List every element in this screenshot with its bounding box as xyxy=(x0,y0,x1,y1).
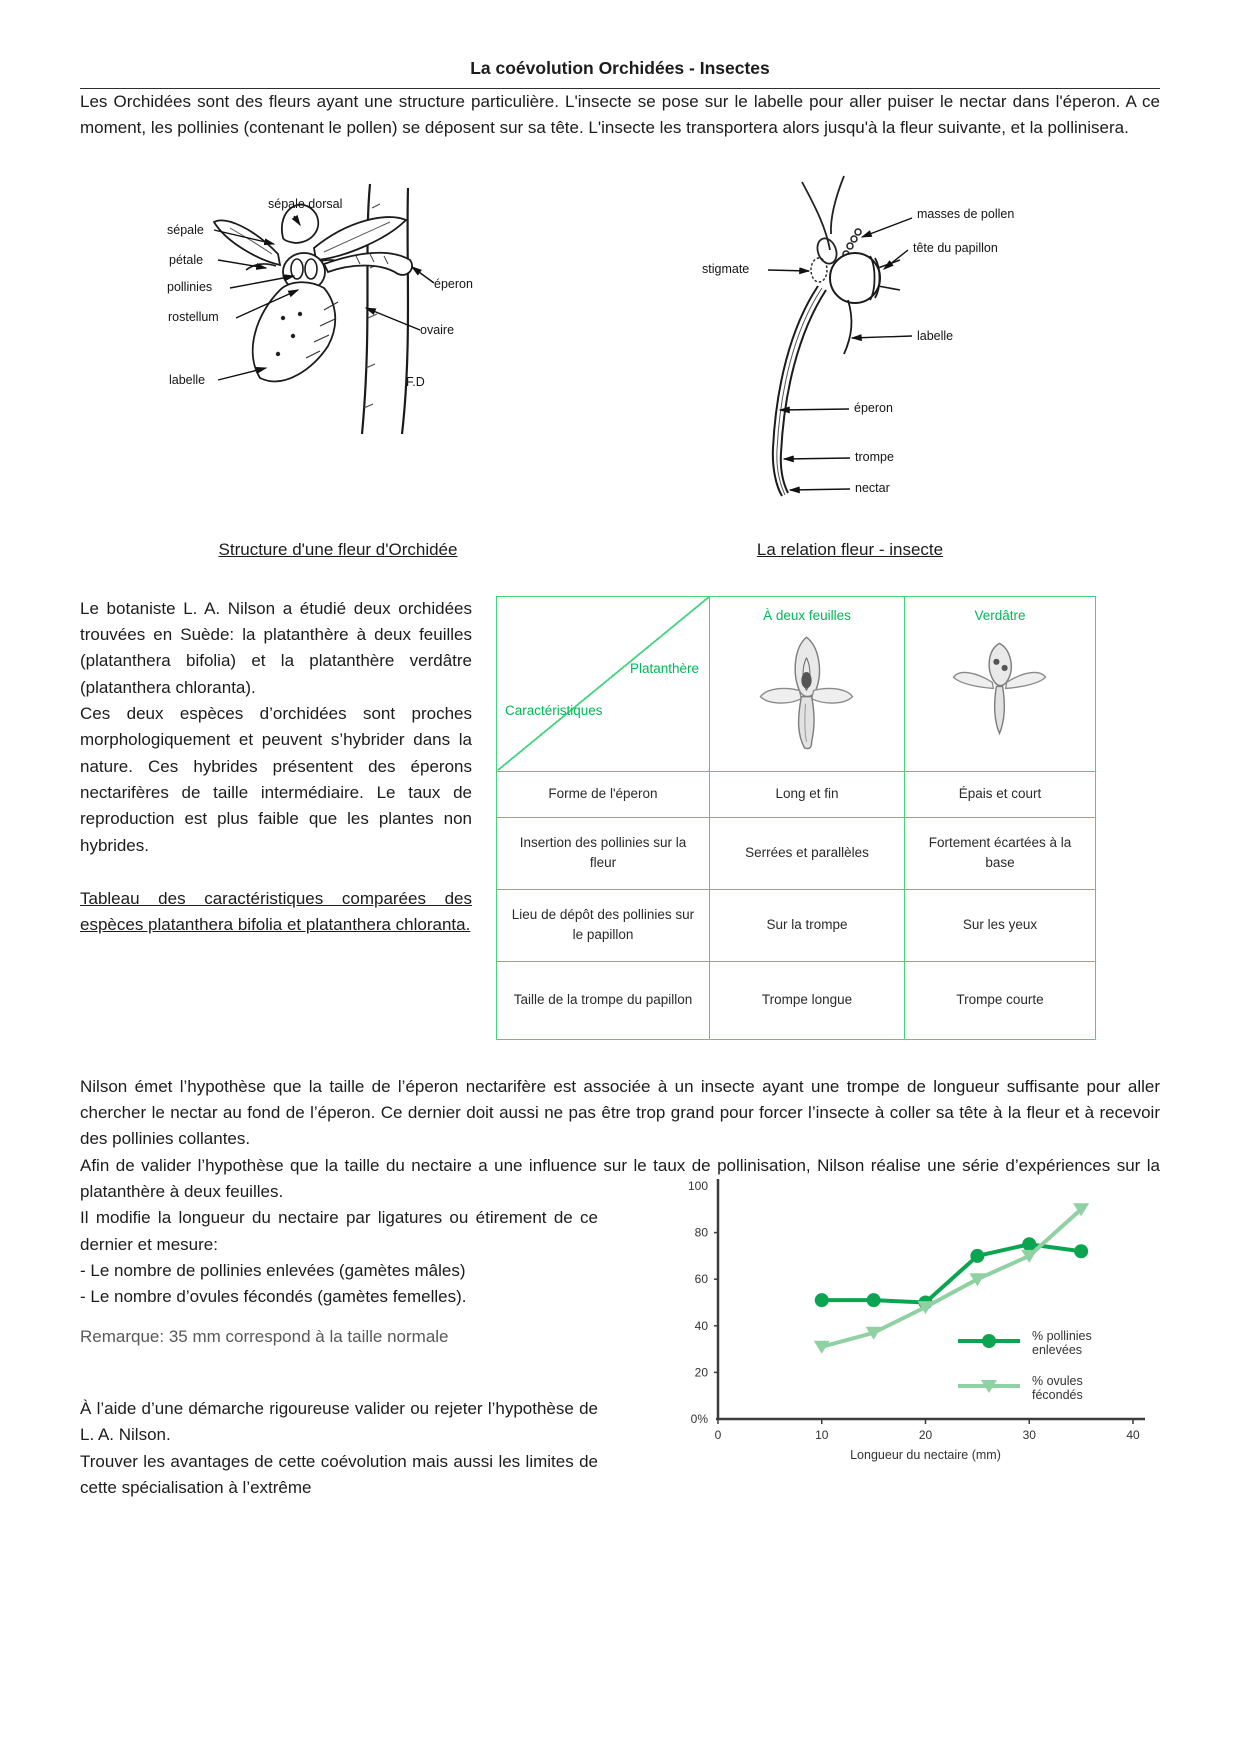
svg-text:0: 0 xyxy=(714,1428,722,1443)
svg-text:40: 40 xyxy=(1126,1428,1140,1443)
insect-label-trompe: trompe xyxy=(855,449,894,464)
insect-label-tete-papillon: tête du papillon xyxy=(913,240,998,255)
orchid-figure-caption: Structure d'une fleur d'Orchidée xyxy=(218,539,458,559)
figures-row xyxy=(80,168,1160,560)
insect-label-masses-pollen: masses de pollen xyxy=(917,206,1015,221)
row-value-chloranta: Sur les yeux xyxy=(905,889,1096,961)
table-caption: Tableau des caractéristiques comparées des espèces platanthera bifolia et platanthera chloranta. xyxy=(80,889,472,935)
bullet-ovules: - Le nombre d’ovules fécondés (gamètes femelles). xyxy=(80,1287,467,1307)
nilson-section xyxy=(80,596,1160,1040)
orchid-label-pollinies: pollinies xyxy=(167,279,213,294)
comparison-table xyxy=(496,596,1096,1040)
nilson-paragraph-1: Le botaniste L. A. Nilson a étudié deux orchidées trouvées en Suède: la platanthère à deux feuilles (platanthera bifolia) et la platanthère verdâtre (platanthera chloranta). xyxy=(80,598,472,697)
orchid-label-labelle: labelle xyxy=(169,372,206,387)
corner-label-platanthere: Platanthère xyxy=(629,661,699,677)
row-label: Insertion des pollinies sur la fleur xyxy=(497,817,710,889)
orchid-label-sepale-dorsal: sépale dorsal xyxy=(268,196,343,211)
hypothesis-paragraph-1: Nilson émet l’hypothèse que la taille de l’éperon nectarifère est associée à un insecte ayant une trompe de longueur suffisante pour aller chercher le nectar au fond de l’éperon. Ce dernier doit aussi ne pas être trop grand pour forcer l’insecte à coller sa tête à la fleur et à recevoir des pollinies collantes. xyxy=(80,1076,1160,1149)
orchid-label-eperon: éperon xyxy=(434,276,473,291)
page-title: La coévolution Orchidées - Insectes xyxy=(80,58,1160,89)
bullet-pollinies: - Le nombre de pollinies enlevées (gamètes mâles) xyxy=(80,1261,466,1281)
bifolia-flower-sketch xyxy=(757,627,857,755)
figure-orchid-structure xyxy=(118,168,558,560)
svg-text:80: 80 xyxy=(694,1226,708,1241)
nilson-paragraph-2: Ces deux espèces d’orchidées sont proches morphologiquement et peuvent s’hybrider dans la nature. Ces hybrides présentent des éperons nectarifères de taille intermédiaire. Le taux de reproduction est plus faible que les plantes non hybrides. xyxy=(80,704,472,855)
line-chart xyxy=(598,1171,1160,1486)
chloranta-flower-sketch xyxy=(950,627,1050,755)
column-header-verdatre: Verdâtre xyxy=(905,596,1096,771)
hypothesis-paragraph-2: Afin de valider l’hypothèse que la taille du nectaire a une influence sur le taux de pollinisation, Nilson réalise une série d’expériences sur la platanthère à deux feuilles. xyxy=(80,1155,1160,1202)
nilson-text-column xyxy=(80,596,472,1040)
row-label: Taille de la trompe du papillon xyxy=(497,961,710,1039)
orchid-credit: F.D xyxy=(406,374,425,389)
svg-text:30: 30 xyxy=(1022,1428,1036,1443)
svg-text:10: 10 xyxy=(815,1428,829,1443)
orchid-label-sepale: sépale xyxy=(167,222,204,237)
svg-text:% ovulesfécondés: % ovules fécondés xyxy=(1032,1374,1083,1403)
experiment-text-column xyxy=(80,1205,598,1501)
svg-text:20: 20 xyxy=(918,1428,933,1443)
method-paragraph: Il modifie la longueur du nectaire par ligatures ou étirement de ce dernier et mesure: xyxy=(80,1208,598,1254)
row-value-bifolia: Long et fin xyxy=(710,771,905,817)
table-corner-cell xyxy=(497,596,710,771)
insect-label-eperon: éperon xyxy=(854,400,893,415)
row-value-bifolia: Serrées et parallèles xyxy=(710,817,905,889)
insect-sketch-canvas xyxy=(630,168,1070,504)
orchid-sketch-canvas xyxy=(118,168,558,440)
row-value-chloranta: Épais et court xyxy=(905,771,1096,817)
orchid-label-rostellum: rostellum xyxy=(168,309,219,324)
orchid-label-petale: pétale xyxy=(169,252,204,267)
row-value-bifolia: Trompe longue xyxy=(710,961,905,1039)
svg-text:100: 100 xyxy=(687,1179,708,1194)
insect-figure-caption: La relation fleur - insecte xyxy=(756,539,944,559)
svg-text:20: 20 xyxy=(694,1365,708,1380)
svg-text:% polliniesenlevées: % pollinies enlevées xyxy=(1032,1329,1092,1358)
row-value-chloranta: Trompe courte xyxy=(905,961,1096,1039)
insect-label-labelle: labelle xyxy=(917,328,954,343)
row-label: Forme de l'éperon xyxy=(497,771,710,817)
row-value-chloranta: Fortement écartées à la base xyxy=(905,817,1096,889)
svg-text:40: 40 xyxy=(694,1319,708,1334)
table-row xyxy=(497,889,1096,961)
experiment-section xyxy=(80,1179,1160,1501)
table-row xyxy=(497,771,1096,817)
row-value-bifolia: Sur la trompe xyxy=(710,889,905,961)
svg-text:0%: 0% xyxy=(690,1412,708,1427)
row-label: Lieu de dépôt des pollinies sur le papillon xyxy=(497,889,710,961)
intro-paragraph: Les Orchidées sont des fleurs ayant une structure particulière. L'insecte se pose sur le labelle pour aller puiser le nectar dans l'éperon. A ce moment, les pollinies (contenant le pollen) se déposent sur sa tête. L'insecte les transportera alors jusqu'à la fleur suivante, et la pollinisera. xyxy=(80,92,1160,138)
column-header-bifolia: À deux feuilles xyxy=(710,596,905,771)
task-paragraph-1: À l’aide d’une démarche rigoureuse valider ou rejeter l’hypothèse de L. A. Nilson. xyxy=(80,1399,598,1445)
table-row xyxy=(497,961,1096,1039)
orchid-label-ovaire: ovaire xyxy=(420,322,455,337)
figure-flower-insect xyxy=(630,168,1070,560)
insect-label-stigmate: stigmate xyxy=(702,261,750,276)
corner-label-caracteristiques: Caractéristiques xyxy=(505,703,603,719)
table-header-row xyxy=(497,596,1096,771)
pollination-chart xyxy=(598,1171,1160,1501)
svg-text:Longueur du nectaire (mm): Longueur du nectaire (mm) xyxy=(850,1448,1001,1463)
table-row xyxy=(497,817,1096,889)
remark-note: Remarque: 35 mm correspond à la taille normale xyxy=(80,1326,449,1346)
insect-label-nectar: nectar xyxy=(855,480,890,495)
task-paragraph-2: Trouver les avantages de cette coévolution mais aussi les limites de cette spécialisation à l’extrême xyxy=(80,1451,598,1498)
svg-text:60: 60 xyxy=(694,1272,708,1287)
